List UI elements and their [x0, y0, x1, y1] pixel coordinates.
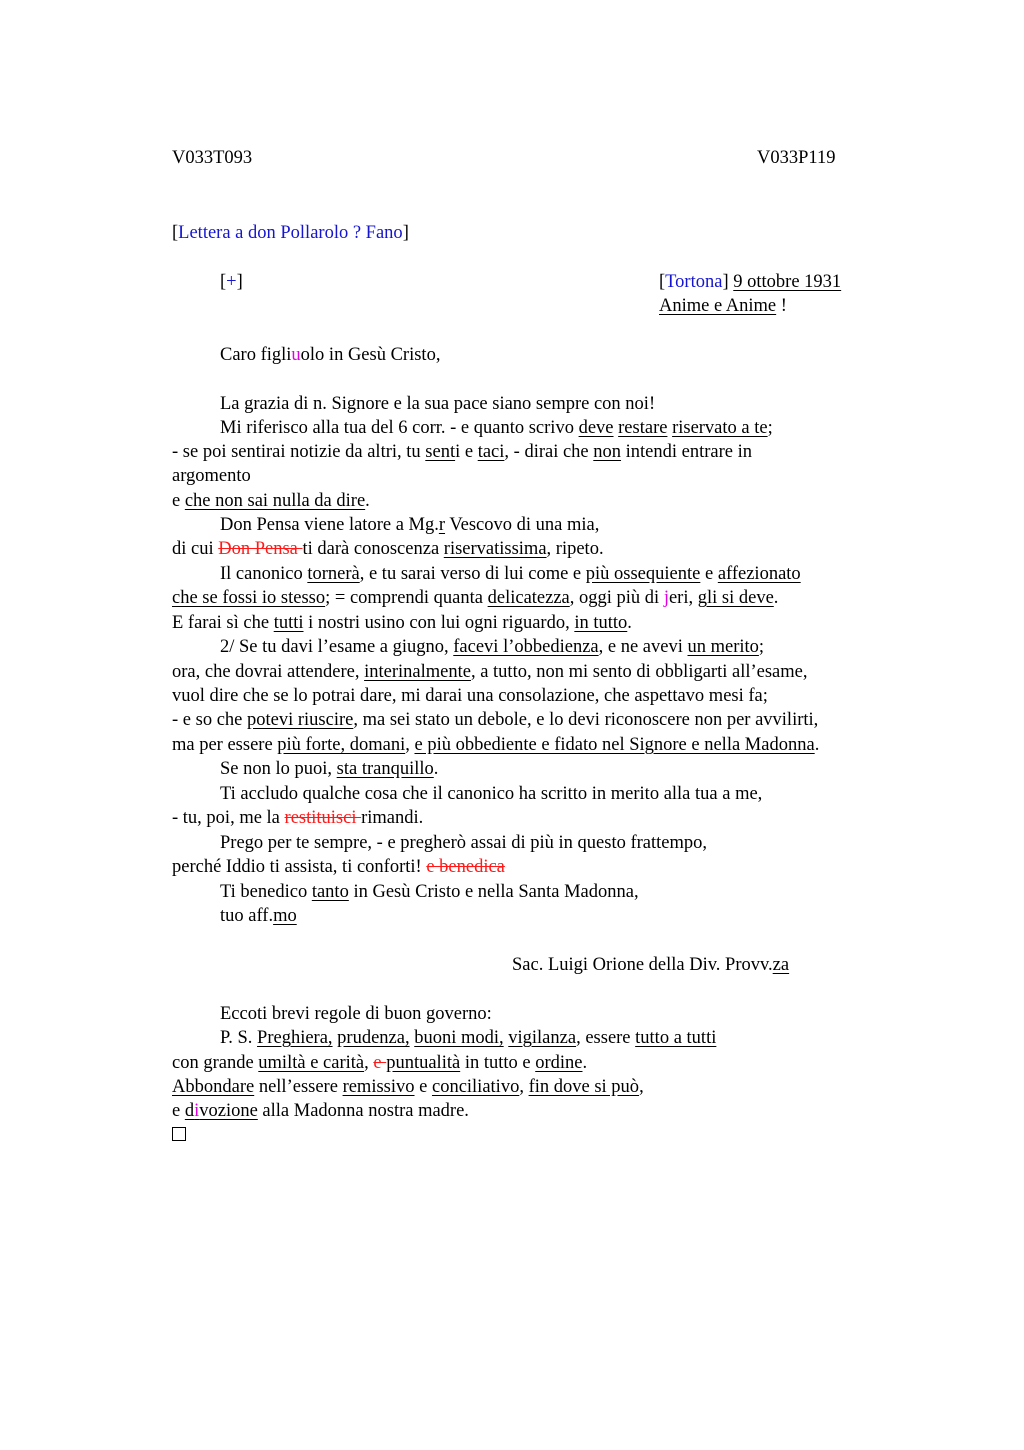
t: ,: [519, 1077, 529, 1097]
motto-end: !: [776, 296, 787, 316]
cross-marker: [+]: [220, 272, 243, 292]
u: conciliativo: [431, 1077, 520, 1097]
u: sta tranquillo: [336, 759, 434, 779]
p4-line3: vuol dire che se lo potrai dare, mi darai una consolazione, che aspettavo mesi fa;: [172, 686, 768, 706]
t: 2/ Se tu davi l’esame a giugno,: [220, 637, 454, 657]
t: .: [433, 759, 439, 779]
t: Il canonico: [220, 564, 308, 584]
t: i e: [455, 442, 478, 462]
t: eri,: [668, 588, 698, 608]
t: Se non lo puoi,: [220, 759, 337, 779]
t: , oggi più di: [569, 588, 664, 608]
u: tornerà: [307, 564, 360, 584]
deletion: e: [373, 1053, 387, 1073]
ps-line4: [172, 1075, 644, 1099]
p5-line3: Prego per te sempre, - e pregherò assai di più in questo frattempo,: [220, 833, 708, 853]
u: fin dove si può: [528, 1077, 640, 1097]
deletion: e benedica: [426, 857, 505, 877]
t: e: [172, 491, 185, 511]
p1-line5: [172, 489, 370, 513]
p5-line6: [220, 904, 297, 928]
p1-line2: [220, 416, 773, 440]
t: , e ne avevi: [598, 637, 688, 657]
u: tutti: [273, 613, 304, 633]
p2-line2: [172, 537, 604, 561]
p1-line1: La grazia di n. Signore e la sua pace siano sempre con noi!: [220, 394, 656, 414]
p4-line1: [220, 635, 764, 659]
t: ora, che dovrai attendere,: [172, 662, 365, 682]
p1-line3: [172, 440, 752, 464]
salutation-insertion: u: [291, 345, 301, 365]
t: con grande: [172, 1053, 259, 1073]
u: deve: [578, 418, 614, 438]
t: - tu, poi, me la: [172, 808, 285, 828]
u: sent: [425, 442, 456, 462]
insertion: j: [663, 588, 669, 608]
t: di cui: [172, 539, 219, 559]
t: Mi riferisco alla tua del 6 corr. - e quanto scrivo: [220, 418, 579, 438]
t: .: [365, 491, 370, 511]
p2-line1: [220, 513, 599, 537]
doc-code-right: V033P119: [757, 148, 836, 168]
u: gli si deve: [697, 588, 774, 608]
t: Ti benedico: [220, 882, 312, 902]
signature-text: Sac. Luigi Orione della Div. Provv.: [512, 955, 773, 975]
t: ,: [364, 1053, 374, 1073]
u: più forte, domani: [277, 735, 406, 755]
u: mo: [273, 906, 297, 926]
t: , ma sei stato un debole, e lo devi riconoscere non per avvilirti,: [353, 710, 819, 730]
u: delicatezza: [487, 588, 570, 608]
t: i nostri usino con lui ogni riguardo,: [303, 613, 575, 633]
t: rimandi.: [361, 808, 424, 828]
t: - se poi sentirai notizie da altri, tu: [172, 442, 426, 462]
t: in tutto e: [460, 1053, 536, 1073]
t: , essere: [576, 1028, 636, 1048]
end-mark: [172, 1124, 186, 1148]
t: ;: [758, 637, 765, 657]
t: e: [700, 564, 718, 584]
letter-title: [Lettera a don Pollarolo ? Fano]: [172, 223, 409, 243]
insertion: i: [194, 1101, 200, 1121]
u: tutto a tutti: [635, 1028, 717, 1048]
p4-line5: [172, 733, 819, 757]
u: ordine: [535, 1053, 583, 1073]
p5-line1: Ti accludo qualche cosa che il canonico ha scritto in merito alla tua a me,: [220, 784, 763, 804]
u: prudenza,: [337, 1028, 410, 1048]
divozione-word: [185, 1101, 258, 1121]
u: vozione: [199, 1101, 258, 1121]
place-date: [Tortona] 9 ottobre 1931: [659, 272, 842, 292]
t: ,: [639, 1077, 644, 1097]
u: d: [184, 1101, 195, 1121]
ps-line5: [172, 1099, 469, 1123]
t: P. S.: [220, 1028, 258, 1048]
u: Abbondare: [172, 1077, 255, 1097]
p4-line6: [220, 757, 438, 781]
u: riservatissima: [443, 539, 547, 559]
t: ; = comprendi quanta: [325, 588, 488, 608]
t: ti darà conoscenza: [302, 539, 444, 559]
u: vigilanza: [508, 1028, 577, 1048]
t: e: [414, 1077, 432, 1097]
t: E farai sì che: [172, 613, 274, 633]
motto-line: [659, 294, 787, 318]
u: remissivo: [342, 1077, 415, 1097]
ps-line1: Eccoti brevi regole di buon governo:: [220, 1004, 492, 1024]
t: .: [814, 735, 820, 755]
doc-code-left: V033T093: [172, 148, 253, 168]
salutation-a: Caro figli: [220, 345, 292, 365]
u: più ossequiente: [585, 564, 701, 584]
end-box-icon: [172, 1127, 186, 1141]
u: buoni modi,: [414, 1028, 504, 1048]
u: affezionato: [717, 564, 801, 584]
t: alla Madonna nostra madre.: [257, 1101, 469, 1121]
u: restare: [618, 418, 668, 438]
p1-line4: argomento: [172, 466, 251, 486]
u: riservato a te: [672, 418, 768, 438]
u: un merito: [687, 637, 759, 657]
t: perché Iddio ti assista, ti conforti!: [172, 857, 427, 877]
u: in tutto: [574, 613, 628, 633]
t: tuo aff.: [220, 906, 274, 926]
p4-line2: [172, 660, 808, 684]
t: in Gesù Cristo e nella Santa Madonna,: [348, 882, 639, 902]
t: , ripeto.: [546, 539, 604, 559]
t: .: [582, 1053, 588, 1073]
signature-suffix: za: [772, 955, 790, 975]
p5-line2: [172, 806, 423, 830]
t: - e so che: [172, 710, 247, 730]
letter-title-text: Lettera a don Pollarolo ? Fano: [178, 223, 403, 243]
t: intendi entrare in: [621, 442, 753, 462]
p3-line2: [172, 586, 778, 610]
u: non: [593, 442, 622, 462]
t: Vescovo di una mia,: [445, 515, 600, 535]
p3-line1: [220, 562, 801, 586]
u: tanto: [311, 882, 349, 902]
p3-line3: [172, 611, 632, 635]
salutation-b: olo in Gesù Cristo,: [300, 345, 441, 365]
motto: Anime e Anime: [659, 296, 777, 316]
t: e: [172, 1101, 185, 1121]
u: che se fossi io stesso: [172, 588, 326, 608]
deletion: restituisci: [284, 808, 362, 828]
t: , - dirai che: [504, 442, 594, 462]
p4-line4: [172, 708, 818, 732]
u: r: [438, 515, 446, 535]
signature: [512, 953, 789, 977]
t: nell’essere: [254, 1077, 343, 1097]
ps-line3: [172, 1051, 587, 1075]
p5-line4: [172, 855, 505, 879]
u: che non sai nulla da dire: [184, 491, 366, 511]
u: interinalmente: [364, 662, 471, 682]
cross-marker-text: +: [226, 272, 237, 292]
deletion: Don Pensa: [218, 539, 303, 559]
u: taci: [477, 442, 505, 462]
t: , e tu sarai verso di lui come e: [359, 564, 586, 584]
t: ,: [405, 735, 415, 755]
p5-line5: [220, 880, 639, 904]
t: ma per essere: [172, 735, 278, 755]
u: puntualità: [386, 1053, 461, 1073]
u: facevi l’obbedienza: [453, 637, 599, 657]
u: e più obbediente e fidato nel Signore e nella Madonna: [414, 735, 815, 755]
salutation: [220, 343, 440, 367]
u: umiltà e carità: [258, 1053, 365, 1073]
t: Don Pensa viene latore a Mg.: [220, 515, 439, 535]
ps-line2: [220, 1026, 716, 1050]
t: .: [627, 613, 632, 633]
u: potevi riuscire: [247, 710, 354, 730]
t: .: [773, 588, 779, 608]
t: , a tutto, non mi sento di obbligarti all’esame,: [470, 662, 808, 682]
date: 9 ottobre 1931: [733, 272, 842, 292]
t: ;: [767, 418, 773, 438]
u: Preghiera,: [257, 1028, 333, 1048]
place: Tortona: [665, 272, 723, 292]
